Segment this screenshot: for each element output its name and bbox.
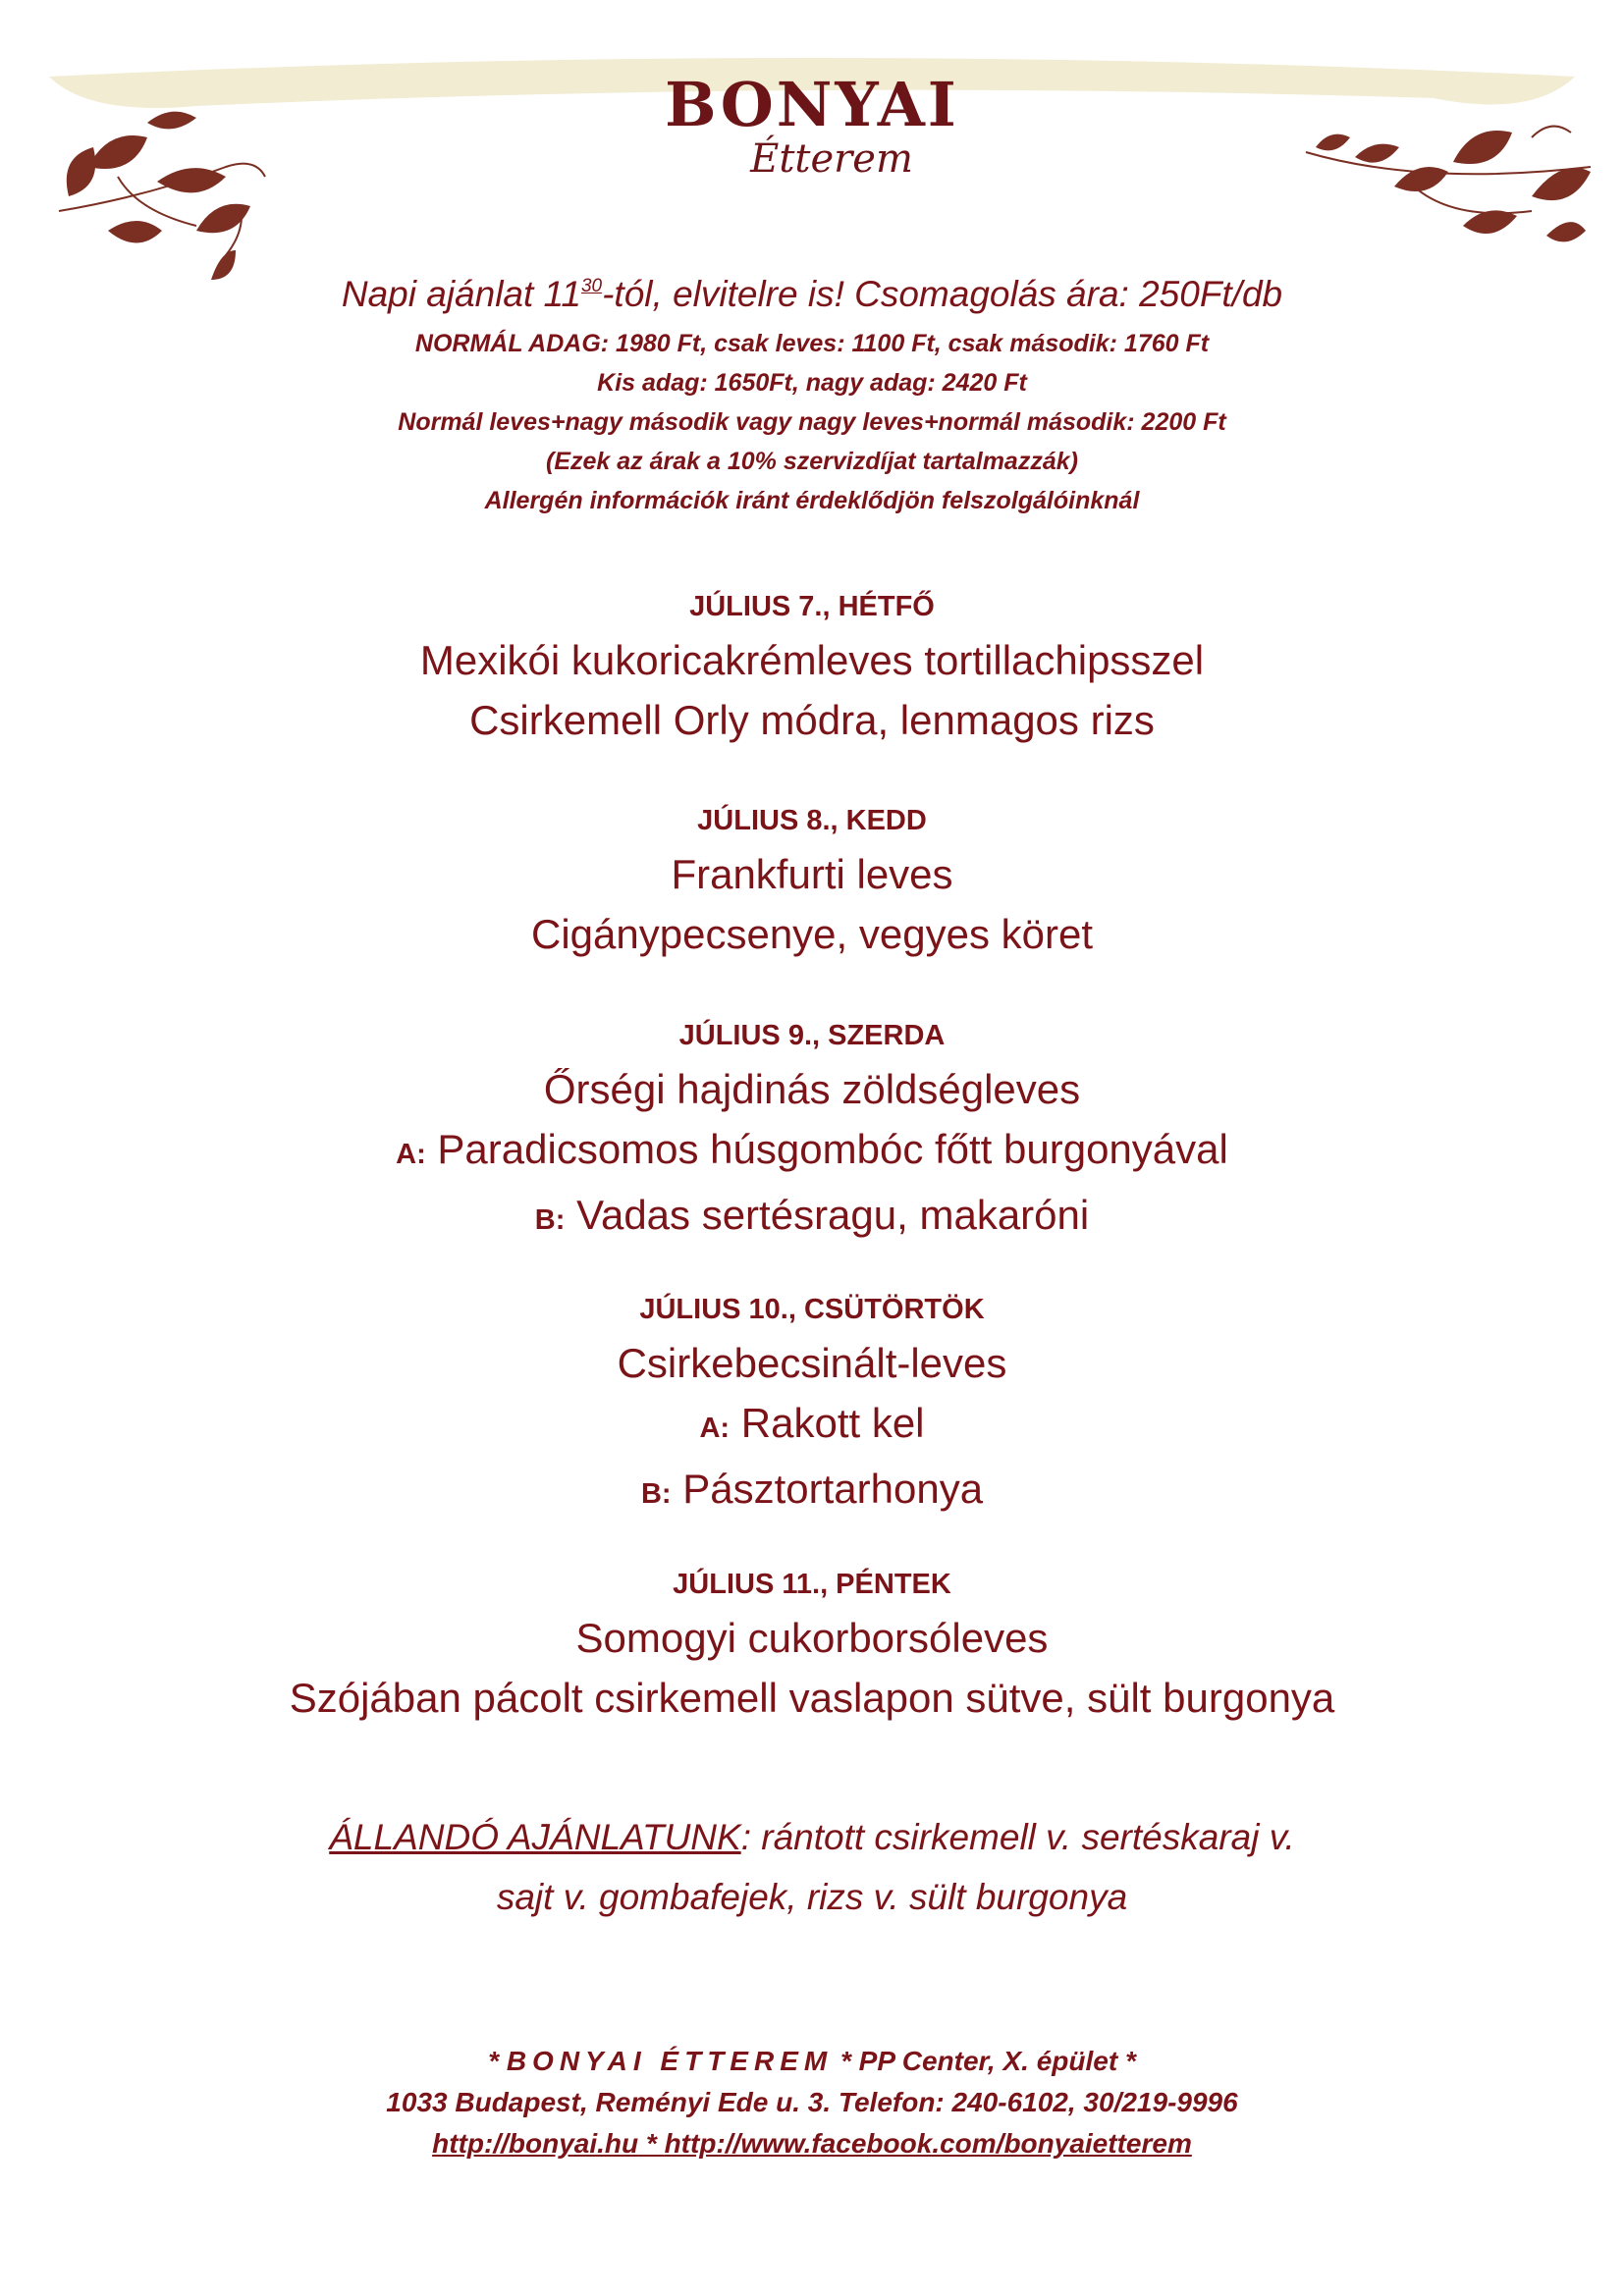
standing-offer-label: ÁLLANDÓ AJÁNLATUNK (329, 1817, 741, 1857)
day-block-tuesday (0, 801, 1624, 964)
standing-offer (0, 1807, 1624, 1927)
option-a-item (0, 1393, 1624, 1459)
price-normal-portion: NORMÁL ADAG: 1980 Ft, csak leves: 1100 Ft, csak második: 1760 Ft (414, 330, 1210, 357)
option-a-dish: Paradicsomos húsgombóc főtt burgonyával (437, 1126, 1228, 1172)
intro-time-superscript: 30 (580, 276, 603, 296)
price-small-large-portion: Kis adag: 1650Ft, nagy adag: 2420 Ft (597, 369, 1027, 397)
day-block-thursday (0, 1290, 1624, 1524)
day-title: JÚLIUS 8., KEDD (697, 805, 927, 836)
footer-address-phone: 1033 Budapest, Reményi Ede u. 3. Telefon: 240-6102, 30/219-9996 (386, 2087, 1238, 2117)
option-a-item (0, 1119, 1624, 1185)
daily-offer-intro (0, 271, 1624, 318)
footer-line-1 (0, 2041, 1624, 2082)
standing-offer-text-1: : rántott csirkemell v. sertéskaraj v. (740, 1817, 1295, 1857)
option-a-label: A: (699, 1413, 731, 1444)
option-b-label: B: (640, 1478, 672, 1510)
soup-item: Csirkebecsinált-leves (617, 1340, 1007, 1386)
link-separator: * (638, 2128, 665, 2159)
day-block-friday (0, 1565, 1624, 1728)
day-title: JÚLIUS 11., PÉNTEK (673, 1569, 951, 1600)
allergen-note: Allergén információk iránt érdeklődjön felszolgálóinknál (484, 487, 1140, 514)
footer-star: * (488, 2046, 507, 2076)
option-b-item (0, 1459, 1624, 1524)
soup-item: Mexikói kukoricakrémleves tortillachipsszel (419, 637, 1205, 683)
footer (0, 2041, 1624, 2164)
option-b-dish: Vadas sertésragu, makaróni (576, 1192, 1090, 1238)
service-charge-note: (Ezek az árak a 10% szervizdíjat tartalmazzák) (546, 448, 1078, 475)
option-b-item (0, 1185, 1624, 1251)
day-title: JÚLIUS 10., CSÜTÖRTÖK (639, 1294, 985, 1325)
footer-links (0, 2123, 1624, 2164)
option-a-label: A: (396, 1139, 426, 1170)
option-a-dish: Rakott kel (740, 1400, 925, 1446)
soup-item: Frankfurti leves (671, 851, 953, 897)
option-b-label: B: (534, 1204, 566, 1236)
logo-name: BONYAI (665, 69, 959, 140)
main-course-item: Csirkemell Orly módra, lenmagos rizs (469, 697, 1155, 743)
intro-text-start: Napi ajánlat 11 (341, 274, 581, 314)
day-block-wednesday (0, 1016, 1624, 1251)
footer-location: * PP Center, X. épület * (833, 2046, 1136, 2076)
website-link[interactable]: http://bonyai.hu (432, 2128, 639, 2159)
price-combo: Normál leves+nagy második vagy nagy leves+normál második: 2200 Ft (398, 408, 1226, 436)
day-title: JÚLIUS 7., HÉTFŐ (689, 591, 935, 622)
facebook-link[interactable]: http://www.facebook.com/bonyaietterem (664, 2128, 1192, 2159)
main-course-item: Cigánypecsenye, vegyes köret (531, 911, 1093, 957)
day-title: JÚLIUS 9., SZERDA (678, 1020, 946, 1051)
day-block-monday (0, 587, 1624, 750)
footer-restaurant-name: BONYAI ÉTTEREM (506, 2046, 834, 2076)
soup-item: Őrségi hajdinás zöldségleves (543, 1066, 1081, 1112)
standing-offer-line-1 (0, 1807, 1624, 1867)
standing-offer-line-2: sajt v. gombafejek, rizs v. sült burgonya (496, 1877, 1128, 1917)
restaurant-logo (0, 69, 1624, 182)
option-b-dish: Pásztortarhonya (682, 1466, 984, 1512)
price-info (0, 324, 1624, 520)
soup-item: Somogyi cukorborsóleves (575, 1615, 1049, 1661)
main-course-item: Szójában pácolt csirkemell vaslapon sütve, sült burgonya (289, 1675, 1335, 1721)
logo-subtitle: Étterem (750, 136, 913, 182)
intro-text-end: -tól, elvitelre is! Csomagolás ára: 250Ft/db (602, 274, 1283, 314)
